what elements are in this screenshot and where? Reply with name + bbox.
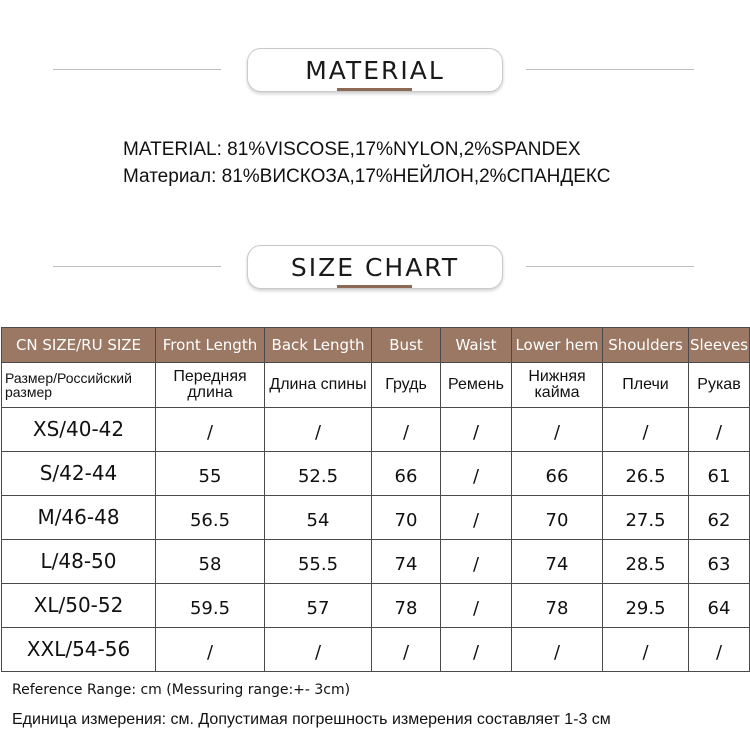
table-row — [2, 496, 750, 540]
table-cell: 58 — [156, 540, 265, 584]
table-cell: 61 — [689, 452, 750, 496]
table-cell: 74 — [512, 540, 603, 584]
table-cell: / — [156, 408, 265, 452]
table-row — [2, 628, 750, 672]
divider-line-left — [53, 69, 221, 70]
header-waist: Waist — [441, 328, 512, 363]
table-cell: / — [512, 408, 603, 452]
table-cell: 52.5 — [265, 452, 372, 496]
table-cell: 29.5 — [603, 584, 689, 628]
table-row — [2, 540, 750, 584]
material-heading: MATERIAL — [247, 48, 503, 92]
table-cell: 57 — [265, 584, 372, 628]
table-cell: 28.5 — [603, 540, 689, 584]
table-cell: / — [372, 628, 441, 672]
table-cell: / — [441, 408, 512, 452]
table-cell: / — [603, 628, 689, 672]
header-ru-waist: Ремень — [441, 363, 512, 408]
table-cell: / — [265, 408, 372, 452]
table-cell: 56.5 — [156, 496, 265, 540]
header-cn-size: CN SIZE/RU SIZE — [2, 328, 156, 363]
table-cell: 66 — [512, 452, 603, 496]
size-cell: M/46-48 — [2, 496, 156, 540]
divider-line-right — [526, 266, 694, 267]
table-cell: / — [441, 584, 512, 628]
table-cell: 66 — [372, 452, 441, 496]
table-cell: / — [441, 540, 512, 584]
size-chart-table — [1, 327, 750, 672]
header-row-en — [2, 328, 750, 363]
table-cell: / — [372, 408, 441, 452]
table-cell: 62 — [689, 496, 750, 540]
header-ru-front-length: Передняя длина — [156, 363, 265, 408]
table-cell: 27.5 — [603, 496, 689, 540]
size-chart-section-header — [0, 245, 750, 305]
table-row — [2, 408, 750, 452]
table-cell: / — [441, 496, 512, 540]
table-row — [2, 452, 750, 496]
header-ru-shoulders: Плечи — [603, 363, 689, 408]
table-cell: 70 — [372, 496, 441, 540]
table-cell: 70 — [512, 496, 603, 540]
size-cell: XL/50-52 — [2, 584, 156, 628]
header-sleeves: Sleeves — [689, 328, 750, 363]
size-cell: L/48-50 — [2, 540, 156, 584]
header-ru-bust: Грудь — [372, 363, 441, 408]
table-cell: 64 — [689, 584, 750, 628]
header-ru-sleeves: Рукав — [689, 363, 750, 408]
measurement-unit-note: Единица измерения: см. Допустимая погрешность измерения составляет 1-3 см — [12, 711, 611, 728]
header-bust: Bust — [372, 328, 441, 363]
material-section-header — [0, 48, 750, 108]
table-cell: 63 — [689, 540, 750, 584]
table-cell: / — [156, 628, 265, 672]
material-composition — [123, 136, 610, 190]
table-cell: 26.5 — [603, 452, 689, 496]
table-cell: 74 — [372, 540, 441, 584]
heading-accent-underline — [337, 285, 412, 288]
header-front-length: Front Length — [156, 328, 265, 363]
table-cell: 54 — [265, 496, 372, 540]
table-cell: / — [441, 452, 512, 496]
header-lower-hem: Lower hem — [512, 328, 603, 363]
divider-line-right — [526, 69, 694, 70]
table-cell: / — [512, 628, 603, 672]
table-cell: 55 — [156, 452, 265, 496]
table-cell: / — [603, 408, 689, 452]
divider-line-left — [53, 266, 221, 267]
table-cell: 59.5 — [156, 584, 265, 628]
header-ru-back-length: Длина спины — [265, 363, 372, 408]
table-cell: 78 — [512, 584, 603, 628]
table-cell: / — [441, 628, 512, 672]
header-row-ru — [2, 363, 750, 408]
reference-range-note: Reference Range: cm (Messuring range:+- 3cm) — [12, 682, 351, 698]
table-cell: / — [689, 408, 750, 452]
table-cell: / — [689, 628, 750, 672]
size-cell: XXL/54-56 — [2, 628, 156, 672]
heading-accent-underline — [337, 88, 412, 91]
table-cell: 55.5 — [265, 540, 372, 584]
size-cell: S/42-44 — [2, 452, 156, 496]
size-cell: XS/40-42 — [2, 408, 156, 452]
header-ru-size: Размер/Российский размер — [2, 363, 156, 408]
material-line-en: MATERIAL: 81%VISCOSE,17%NYLON,2%SPANDEX — [123, 139, 581, 160]
size-chart-heading: SIZE CHART — [247, 245, 503, 289]
header-shoulders: Shoulders — [603, 328, 689, 363]
header-ru-lower-hem: Нижняя кайма — [512, 363, 603, 408]
material-line-ru: Материал: 81%ВИСКОЗА,17%НЕЙЛОН,2%СПАНДЕКС — [123, 166, 611, 187]
table-row — [2, 584, 750, 628]
header-back-length: Back Length — [265, 328, 372, 363]
table-cell: / — [265, 628, 372, 672]
table-cell: 78 — [372, 584, 441, 628]
